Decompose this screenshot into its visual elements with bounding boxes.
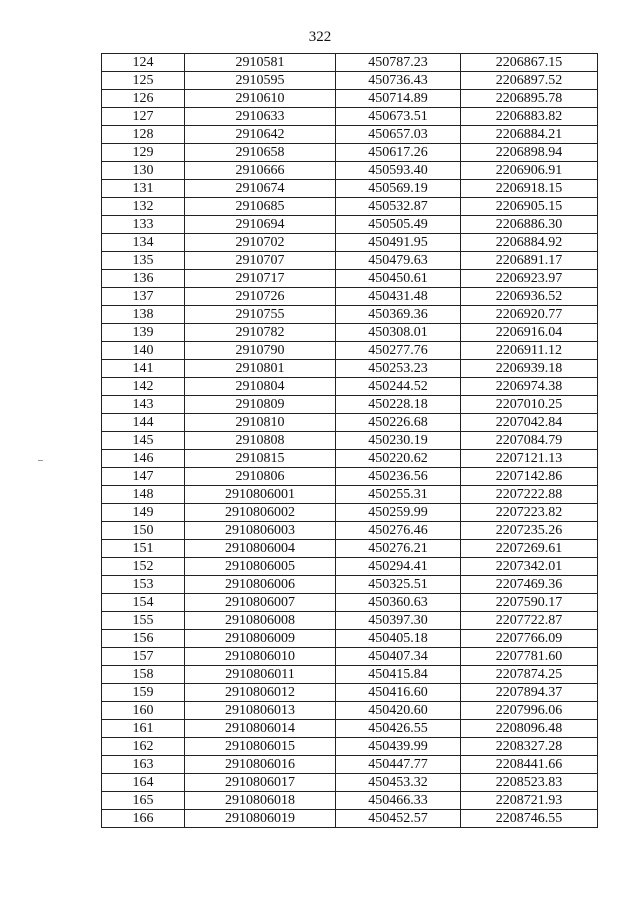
x-coordinate-cell: 450276.21: [336, 540, 461, 558]
point-number-cell: 130: [102, 162, 185, 180]
y-coordinate-cell: 2207590.17: [461, 594, 598, 612]
point-id-cell: 2910806006: [185, 576, 336, 594]
point-number-cell: 147: [102, 468, 185, 486]
point-number-cell: 163: [102, 756, 185, 774]
table-row: [102, 252, 598, 270]
point-id-cell: 2910595: [185, 72, 336, 90]
table-row: [102, 288, 598, 306]
table-row: [102, 774, 598, 792]
table-row: [102, 162, 598, 180]
page-number: 322: [308, 29, 332, 45]
y-coordinate-cell: 2207142.86: [461, 468, 598, 486]
table-row: [102, 342, 598, 360]
y-coordinate-cell: 2207042.84: [461, 414, 598, 432]
x-coordinate-cell: 450220.62: [336, 450, 461, 468]
y-coordinate-cell: 2206884.21: [461, 126, 598, 144]
table-row: [102, 450, 598, 468]
x-coordinate-cell: 450532.87: [336, 198, 461, 216]
point-id-cell: 2910806012: [185, 684, 336, 702]
point-number-cell: 148: [102, 486, 185, 504]
table-row: [102, 504, 598, 522]
x-coordinate-cell: 450447.77: [336, 756, 461, 774]
point-number-cell: 138: [102, 306, 185, 324]
y-coordinate-cell: 2206923.97: [461, 270, 598, 288]
x-coordinate-cell: 450593.40: [336, 162, 461, 180]
y-coordinate-cell: 2207781.60: [461, 648, 598, 666]
x-coordinate-cell: 450431.48: [336, 288, 461, 306]
table-row: [102, 648, 598, 666]
point-number-cell: 159: [102, 684, 185, 702]
y-coordinate-cell: 2207010.25: [461, 396, 598, 414]
y-coordinate-cell: 2207766.09: [461, 630, 598, 648]
table-row: [102, 216, 598, 234]
point-number-cell: 135: [102, 252, 185, 270]
x-coordinate-cell: 450369.36: [336, 306, 461, 324]
point-id-cell: 2910806016: [185, 756, 336, 774]
x-coordinate-cell: 450308.01: [336, 324, 461, 342]
point-id-cell: 2910809: [185, 396, 336, 414]
point-number-cell: 143: [102, 396, 185, 414]
y-coordinate-cell: 2206883.82: [461, 108, 598, 126]
point-number-cell: 157: [102, 648, 185, 666]
table-row: [102, 144, 598, 162]
x-coordinate-cell: 450397.30: [336, 612, 461, 630]
table-row: [102, 684, 598, 702]
y-coordinate-cell: 2207894.37: [461, 684, 598, 702]
y-coordinate-cell: 2207084.79: [461, 432, 598, 450]
x-coordinate-cell: 450466.33: [336, 792, 461, 810]
x-coordinate-cell: 450439.99: [336, 738, 461, 756]
y-coordinate-cell: 2206916.04: [461, 324, 598, 342]
y-coordinate-cell: 2206920.77: [461, 306, 598, 324]
y-coordinate-cell: 2207235.26: [461, 522, 598, 540]
point-number-cell: 145: [102, 432, 185, 450]
x-coordinate-cell: 450657.03: [336, 126, 461, 144]
table-row: [102, 324, 598, 342]
x-coordinate-cell: 450236.56: [336, 468, 461, 486]
point-number-cell: 133: [102, 216, 185, 234]
point-number-cell: 154: [102, 594, 185, 612]
table-row: [102, 360, 598, 378]
table-row: [102, 792, 598, 810]
table-row: [102, 666, 598, 684]
y-coordinate-cell: 2206936.52: [461, 288, 598, 306]
point-number-cell: 151: [102, 540, 185, 558]
y-coordinate-cell: 2206906.91: [461, 162, 598, 180]
x-coordinate-cell: 450415.84: [336, 666, 461, 684]
point-number-cell: 128: [102, 126, 185, 144]
table-row: [102, 612, 598, 630]
table-row: [102, 576, 598, 594]
point-number-cell: 140: [102, 342, 185, 360]
point-id-cell: 2910801: [185, 360, 336, 378]
y-coordinate-cell: 2207222.88: [461, 486, 598, 504]
point-id-cell: 2910804: [185, 378, 336, 396]
point-id-cell: 2910806017: [185, 774, 336, 792]
y-coordinate-cell: 2208327.28: [461, 738, 598, 756]
point-id-cell: 2910806018: [185, 792, 336, 810]
point-number-cell: 146: [102, 450, 185, 468]
table-row: [102, 594, 598, 612]
y-coordinate-cell: 2206884.92: [461, 234, 598, 252]
point-id-cell: 2910610: [185, 90, 336, 108]
x-coordinate-cell: 450569.19: [336, 180, 461, 198]
table-row: [102, 396, 598, 414]
y-coordinate-cell: 2207342.01: [461, 558, 598, 576]
point-id-cell: 2910806015: [185, 738, 336, 756]
x-coordinate-cell: 450452.57: [336, 810, 461, 828]
y-coordinate-cell: 2208721.93: [461, 792, 598, 810]
table-row: [102, 90, 598, 108]
point-id-cell: 2910806002: [185, 504, 336, 522]
y-coordinate-cell: 2206974.38: [461, 378, 598, 396]
x-coordinate-cell: 450426.55: [336, 720, 461, 738]
point-number-cell: 155: [102, 612, 185, 630]
point-number-cell: 144: [102, 414, 185, 432]
x-coordinate-cell: 450416.60: [336, 684, 461, 702]
x-coordinate-cell: 450360.63: [336, 594, 461, 612]
y-coordinate-cell: 2207121.13: [461, 450, 598, 468]
point-number-cell: 149: [102, 504, 185, 522]
point-id-cell: 2910633: [185, 108, 336, 126]
table-row: [102, 540, 598, 558]
table-row: [102, 720, 598, 738]
point-id-cell: 2910806008: [185, 612, 336, 630]
point-id-cell: 2910806: [185, 468, 336, 486]
point-id-cell: 2910782: [185, 324, 336, 342]
table-row: [102, 72, 598, 90]
table-row: [102, 738, 598, 756]
point-number-cell: 164: [102, 774, 185, 792]
table-row: [102, 756, 598, 774]
table-row: [102, 378, 598, 396]
point-id-cell: 2910642: [185, 126, 336, 144]
x-coordinate-cell: 450673.51: [336, 108, 461, 126]
point-number-cell: 162: [102, 738, 185, 756]
x-coordinate-cell: 450253.23: [336, 360, 461, 378]
point-number-cell: 166: [102, 810, 185, 828]
y-coordinate-cell: 2208096.48: [461, 720, 598, 738]
coordinates-table: [101, 53, 598, 828]
y-coordinate-cell: 2206918.15: [461, 180, 598, 198]
table-row: [102, 234, 598, 252]
point-id-cell: 2910726: [185, 288, 336, 306]
point-id-cell: 2910707: [185, 252, 336, 270]
table-row: [102, 810, 598, 828]
point-number-cell: 156: [102, 630, 185, 648]
point-id-cell: 2910806005: [185, 558, 336, 576]
table-row: [102, 306, 598, 324]
y-coordinate-cell: 2206886.30: [461, 216, 598, 234]
point-number-cell: 150: [102, 522, 185, 540]
x-coordinate-cell: 450491.95: [336, 234, 461, 252]
y-coordinate-cell: 2206911.12: [461, 342, 598, 360]
y-coordinate-cell: 2206939.18: [461, 360, 598, 378]
point-number-cell: 132: [102, 198, 185, 216]
x-coordinate-cell: 450505.49: [336, 216, 461, 234]
x-coordinate-cell: 450420.60: [336, 702, 461, 720]
point-number-cell: 161: [102, 720, 185, 738]
point-number-cell: 160: [102, 702, 185, 720]
point-number-cell: 139: [102, 324, 185, 342]
x-coordinate-cell: 450228.18: [336, 396, 461, 414]
y-coordinate-cell: 2206891.17: [461, 252, 598, 270]
x-coordinate-cell: 450325.51: [336, 576, 461, 594]
table-row: [102, 486, 598, 504]
table-row: [102, 558, 598, 576]
x-coordinate-cell: 450226.68: [336, 414, 461, 432]
x-coordinate-cell: 450230.19: [336, 432, 461, 450]
y-coordinate-cell: 2207223.82: [461, 504, 598, 522]
y-coordinate-cell: 2206895.78: [461, 90, 598, 108]
y-coordinate-cell: 2206897.52: [461, 72, 598, 90]
x-coordinate-cell: 450736.43: [336, 72, 461, 90]
x-coordinate-cell: 450405.18: [336, 630, 461, 648]
point-number-cell: 165: [102, 792, 185, 810]
point-id-cell: 2910685: [185, 198, 336, 216]
point-id-cell: 2910755: [185, 306, 336, 324]
point-id-cell: 2910666: [185, 162, 336, 180]
table-body: [102, 54, 598, 828]
table-row: [102, 630, 598, 648]
x-coordinate-cell: 450259.99: [336, 504, 461, 522]
point-id-cell: 2910808: [185, 432, 336, 450]
x-coordinate-cell: 450407.34: [336, 648, 461, 666]
margin-mark: [38, 460, 43, 461]
point-id-cell: 2910581: [185, 54, 336, 72]
x-coordinate-cell: 450479.63: [336, 252, 461, 270]
table-row: [102, 108, 598, 126]
point-id-cell: 2910806010: [185, 648, 336, 666]
x-coordinate-cell: 450294.41: [336, 558, 461, 576]
point-number-cell: 126: [102, 90, 185, 108]
point-number-cell: 124: [102, 54, 185, 72]
x-coordinate-cell: 450277.76: [336, 342, 461, 360]
table-row: [102, 468, 598, 486]
y-coordinate-cell: 2206867.15: [461, 54, 598, 72]
point-number-cell: 127: [102, 108, 185, 126]
x-coordinate-cell: 450617.26: [336, 144, 461, 162]
table-row: [102, 432, 598, 450]
y-coordinate-cell: 2207722.87: [461, 612, 598, 630]
table-row: [102, 414, 598, 432]
x-coordinate-cell: 450450.61: [336, 270, 461, 288]
y-coordinate-cell: 2206898.94: [461, 144, 598, 162]
point-id-cell: 2910674: [185, 180, 336, 198]
point-id-cell: 2910806009: [185, 630, 336, 648]
x-coordinate-cell: 450453.32: [336, 774, 461, 792]
point-id-cell: 2910806013: [185, 702, 336, 720]
table-row: [102, 702, 598, 720]
x-coordinate-cell: 450255.31: [336, 486, 461, 504]
point-id-cell: 2910806014: [185, 720, 336, 738]
y-coordinate-cell: 2207469.36: [461, 576, 598, 594]
point-number-cell: 137: [102, 288, 185, 306]
y-coordinate-cell: 2207269.61: [461, 540, 598, 558]
y-coordinate-cell: 2207874.25: [461, 666, 598, 684]
point-id-cell: 2910806019: [185, 810, 336, 828]
table-row: [102, 54, 598, 72]
point-number-cell: 129: [102, 144, 185, 162]
point-number-cell: 141: [102, 360, 185, 378]
point-id-cell: 2910806003: [185, 522, 336, 540]
point-id-cell: 2910658: [185, 144, 336, 162]
point-number-cell: 153: [102, 576, 185, 594]
point-id-cell: 2910806007: [185, 594, 336, 612]
point-id-cell: 2910806001: [185, 486, 336, 504]
x-coordinate-cell: 450787.23: [336, 54, 461, 72]
x-coordinate-cell: 450714.89: [336, 90, 461, 108]
point-id-cell: 2910717: [185, 270, 336, 288]
y-coordinate-cell: 2207996.06: [461, 702, 598, 720]
point-number-cell: 131: [102, 180, 185, 198]
point-id-cell: 2910702: [185, 234, 336, 252]
point-number-cell: 152: [102, 558, 185, 576]
point-number-cell: 136: [102, 270, 185, 288]
point-number-cell: 158: [102, 666, 185, 684]
y-coordinate-cell: 2206905.15: [461, 198, 598, 216]
point-id-cell: 2910790: [185, 342, 336, 360]
point-id-cell: 2910806011: [185, 666, 336, 684]
point-number-cell: 142: [102, 378, 185, 396]
table-row: [102, 270, 598, 288]
x-coordinate-cell: 450276.46: [336, 522, 461, 540]
table-row: [102, 180, 598, 198]
point-id-cell: 2910694: [185, 216, 336, 234]
point-id-cell: 2910806004: [185, 540, 336, 558]
point-id-cell: 2910815: [185, 450, 336, 468]
y-coordinate-cell: 2208746.55: [461, 810, 598, 828]
x-coordinate-cell: 450244.52: [336, 378, 461, 396]
table-row: [102, 522, 598, 540]
y-coordinate-cell: 2208441.66: [461, 756, 598, 774]
table-row: [102, 198, 598, 216]
point-number-cell: 134: [102, 234, 185, 252]
table-row: [102, 126, 598, 144]
point-id-cell: 2910810: [185, 414, 336, 432]
point-number-cell: 125: [102, 72, 185, 90]
y-coordinate-cell: 2208523.83: [461, 774, 598, 792]
